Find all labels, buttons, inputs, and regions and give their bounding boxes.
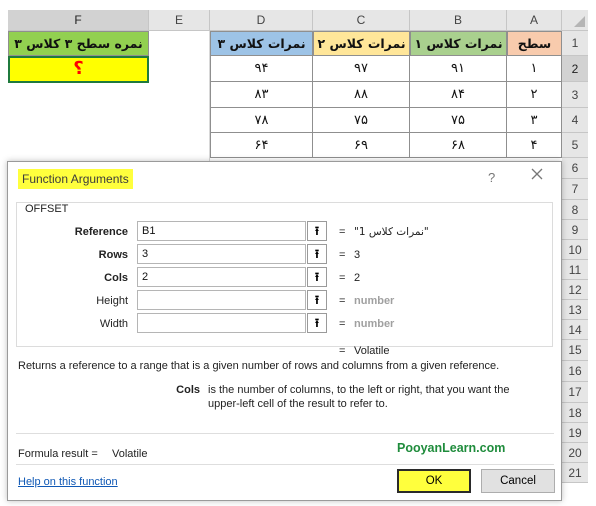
reference-input[interactable]: B1 bbox=[137, 221, 306, 241]
cell-d1[interactable]: نمرات کلاس ۳ bbox=[210, 31, 313, 56]
table-cell[interactable]: ۶۹ bbox=[313, 133, 410, 158]
equals-sign: = bbox=[339, 345, 346, 357]
table-cell[interactable]: ۹۷ bbox=[313, 56, 410, 82]
cell-f1[interactable]: نمره سطح ۳ کلاس ۳ bbox=[8, 31, 149, 56]
table-cell[interactable]: ۷۵ bbox=[410, 108, 507, 133]
overall-result: Volatile bbox=[354, 345, 390, 357]
width-input[interactable] bbox=[137, 313, 306, 333]
arg-help-text-line-2: upper-left cell of the result to refer to. bbox=[208, 398, 388, 410]
arg-label-width: Width bbox=[99, 318, 128, 330]
equals-sign: = bbox=[339, 249, 346, 261]
table-cell[interactable]: ۹۴ bbox=[210, 56, 313, 82]
cols-input[interactable]: 2 bbox=[137, 267, 306, 287]
function-description: Returns a reference to a range that is a given number of rows and columns from a given reference. bbox=[18, 360, 500, 372]
row-header-16[interactable]: 16 bbox=[562, 361, 588, 382]
row-header-9[interactable]: 9 bbox=[562, 220, 588, 240]
cell-b1[interactable]: نمرات کلاس ۱ bbox=[410, 31, 507, 56]
row-header-8[interactable]: 8 bbox=[562, 200, 588, 220]
row-header-12[interactable]: 12 bbox=[562, 280, 588, 300]
column-header-f[interactable]: F bbox=[8, 10, 149, 31]
row-header-20[interactable]: 20 bbox=[562, 443, 588, 463]
table-cell[interactable]: ۳ bbox=[507, 108, 562, 133]
equals-sign: = bbox=[339, 272, 346, 284]
select-all-corner[interactable] bbox=[562, 10, 588, 31]
close-icon[interactable] bbox=[530, 167, 544, 186]
table-cell[interactable]: ۷۵ bbox=[313, 108, 410, 133]
table-cell[interactable]: ۶۸ bbox=[410, 133, 507, 158]
row-header-1[interactable]: 1 bbox=[562, 31, 588, 56]
cell-c1[interactable]: نمرات کلاس ۲ bbox=[313, 31, 410, 56]
help-link[interactable]: Help on this function bbox=[18, 476, 118, 488]
ok-button[interactable]: OK bbox=[397, 469, 471, 493]
row-header-14[interactable]: 14 bbox=[562, 320, 588, 340]
table-cell[interactable]: ۸۳ bbox=[210, 82, 313, 108]
width-result: number bbox=[354, 318, 395, 330]
formula-result-value: Volatile bbox=[112, 448, 148, 460]
equals-sign: = bbox=[339, 226, 346, 238]
row-header-5[interactable]: 5 bbox=[562, 133, 588, 158]
row-header-17[interactable]: 17 bbox=[562, 382, 588, 403]
table-cell[interactable]: ۶۴ bbox=[210, 133, 313, 158]
dialog-title: Function Arguments bbox=[18, 169, 133, 189]
cell-f2-selected[interactable]: ؟ bbox=[8, 56, 149, 83]
row-header-13[interactable]: 13 bbox=[562, 300, 588, 320]
arg-label-cols: Cols bbox=[104, 272, 128, 284]
function-name: OFFSET bbox=[25, 203, 69, 215]
reference-collapse-icon[interactable]: ⭱ bbox=[307, 221, 327, 241]
width-collapse-icon[interactable]: ⭱ bbox=[307, 313, 327, 333]
table-cell[interactable]: ۷۸ bbox=[210, 108, 313, 133]
table-cell[interactable]: ۸۸ bbox=[313, 82, 410, 108]
row-header-2[interactable]: 2 bbox=[562, 56, 588, 82]
arg-label-height: Height bbox=[96, 295, 128, 307]
equals-sign: = bbox=[339, 318, 346, 330]
formula-result-label: Formula result = bbox=[18, 448, 98, 460]
help-icon[interactable]: ? bbox=[488, 170, 496, 185]
height-collapse-icon[interactable]: ⭱ bbox=[307, 290, 327, 310]
brand-watermark: PooyanLearn.com bbox=[397, 441, 506, 455]
reference-result: "نمرات کلاس 1" bbox=[354, 226, 429, 238]
table-cell[interactable]: ۱ bbox=[507, 56, 562, 82]
cols-result: 2 bbox=[354, 272, 361, 284]
row-header-15[interactable]: 15 bbox=[562, 340, 588, 361]
rows-input[interactable]: 3 bbox=[137, 244, 306, 264]
table-cell[interactable]: ۸۴ bbox=[410, 82, 507, 108]
cols-collapse-icon[interactable]: ⭱ bbox=[307, 267, 327, 287]
table-cell[interactable]: ۴ bbox=[507, 133, 562, 158]
cancel-button[interactable]: Cancel bbox=[481, 469, 555, 493]
row-header-4[interactable]: 4 bbox=[562, 108, 588, 133]
rows-collapse-icon[interactable]: ⭱ bbox=[307, 244, 327, 264]
divider bbox=[16, 464, 554, 465]
row-header-19[interactable]: 19 bbox=[562, 423, 588, 443]
row-header-10[interactable]: 10 bbox=[562, 240, 588, 260]
row-header-6[interactable]: 6 bbox=[562, 158, 588, 179]
row-header-11[interactable]: 11 bbox=[562, 260, 588, 280]
row-header-21[interactable]: 21 bbox=[562, 463, 588, 483]
column-header-d[interactable]: D bbox=[210, 10, 313, 31]
equals-sign: = bbox=[339, 295, 346, 307]
table-cell[interactable]: ۲ bbox=[507, 82, 562, 108]
arg-label-reference: Reference bbox=[74, 226, 128, 238]
column-header-b[interactable]: B bbox=[410, 10, 507, 31]
height-result: number bbox=[354, 295, 395, 307]
column-header-a[interactable]: A bbox=[507, 10, 562, 31]
function-arguments-dialog bbox=[7, 161, 562, 501]
row-header-7[interactable]: 7 bbox=[562, 179, 588, 200]
cell-a1[interactable]: سطح bbox=[507, 31, 562, 56]
column-header-c[interactable]: C bbox=[313, 10, 410, 31]
table-cell[interactable]: ۹۱ bbox=[410, 56, 507, 82]
row-header-3[interactable]: 3 bbox=[562, 82, 588, 108]
divider bbox=[16, 433, 554, 434]
arg-help-text-line-1: is the number of columns, to the left or right, that you want the bbox=[208, 384, 510, 396]
column-header-e[interactable]: E bbox=[149, 10, 210, 31]
rows-result: 3 bbox=[354, 249, 361, 261]
row-header-18[interactable]: 18 bbox=[562, 403, 588, 423]
height-input[interactable] bbox=[137, 290, 306, 310]
arg-label-rows: Rows bbox=[98, 249, 128, 261]
arg-help-name: Cols bbox=[176, 384, 200, 396]
